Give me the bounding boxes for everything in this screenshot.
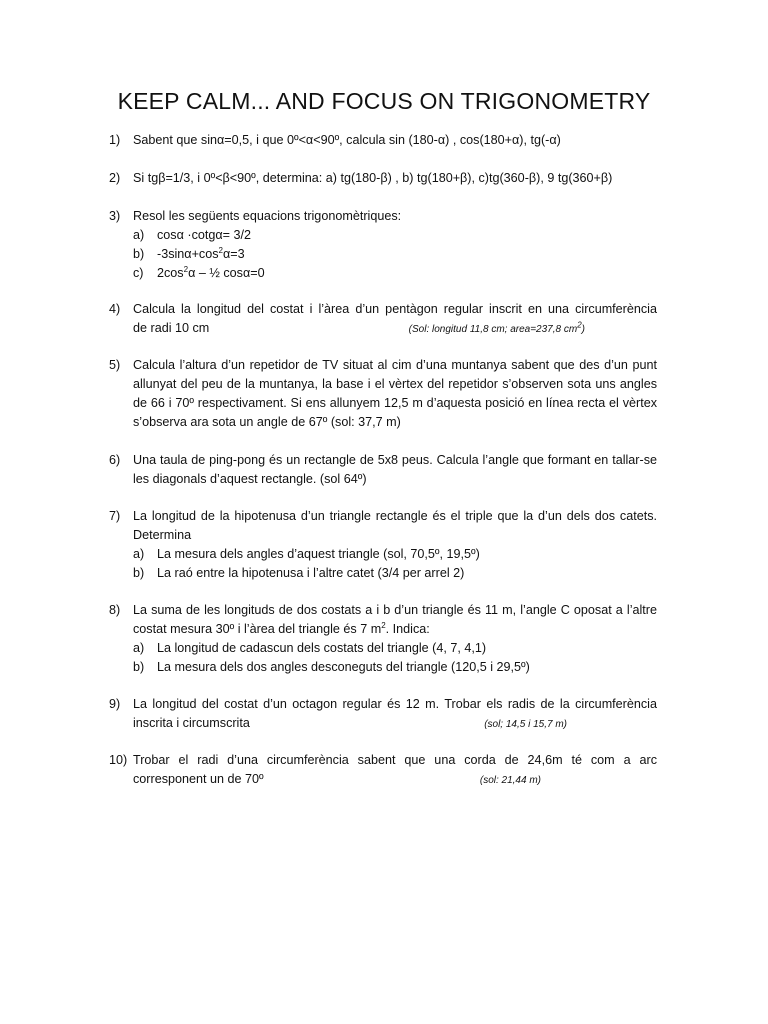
- exercise-text: La longitud de la hipotenusa d’un triangle rectangle és el triple que la d’un dels dos catets. Determina: [133, 509, 657, 542]
- solution-note: (Sol: longitud 11,8 cm; area=237,8 $cm^2$): [408, 320, 585, 335]
- sub-item: [133, 226, 657, 245]
- exercise-number: 2): [109, 171, 121, 185]
- superscript: 2: [183, 264, 189, 274]
- exercise-number: 6): [109, 453, 121, 467]
- exercise-2: [109, 169, 657, 188]
- exercise-number: 3): [109, 209, 121, 223]
- sub-item-letter: a): [133, 547, 145, 561]
- exercise-text: La longitud del costat d’un octagon regular és 12 m. Trobar els radis de la circumferència: [133, 697, 657, 711]
- sub-item-text: cosα ·cotgα= 3/2: [157, 228, 252, 242]
- sub-item-text-cont: α=3: [222, 247, 245, 261]
- page-title: KEEP CALM... AND FOCUS ON TRIGONOMETRY: [117, 88, 651, 114]
- exercise-4: [109, 300, 657, 339]
- exercise-number: 5): [109, 358, 121, 372]
- exercise-number: 7): [109, 509, 121, 523]
- exercise-7: [109, 507, 657, 583]
- exercise-8: [109, 601, 657, 677]
- sub-item-letter: b): [133, 566, 145, 580]
- exercise-6: [109, 451, 657, 489]
- exercise-text: Calcula l’altura d’un repetidor de TV situat al cim d’una muntanya sabent que des d’un punt allunyat del peu de la muntanya, la base i el vèrtex del repetidor s’observen sota uns angles de 66 i 70º respectivament. Si ens allunyem 12,5 m d’aquesta posició en línea recta el vèrtex s’observa ara sota un angle de 67º (sol: 37,7 m): [133, 358, 657, 429]
- exercise-number: 9): [109, 697, 121, 711]
- sub-item: [133, 245, 657, 264]
- exercise-text-cont: de radi 10 cm: [133, 321, 210, 335]
- exercise-text: Sabent que sinα=0,5, i que 0º<α<90º, calcula sin (180-α) , cos(180+α), tg(-α): [133, 133, 561, 147]
- exercise-number: 10): [109, 753, 128, 767]
- exercise-10: [109, 751, 657, 790]
- sub-item: [133, 639, 657, 658]
- exercise-1: [109, 131, 657, 150]
- sub-item-text: La mesura dels dos angles desconeguts del triangle (120,5 i 29,5º): [157, 660, 530, 674]
- exercise-text: Trobar el radi d’una circumferència sabent que una corda de 24,6m té com a arc: [133, 753, 657, 767]
- sub-item: [133, 564, 657, 583]
- sub-item-letter: c): [133, 266, 144, 280]
- exercise-text: Resol les següents equacions trigonomètriques:: [133, 209, 402, 223]
- superscript: 2: [381, 620, 386, 630]
- exercise-number: 1): [109, 133, 121, 147]
- sub-item-text: 2cos: [157, 266, 184, 280]
- sub-item-text: La mesura dels angles d’aquest triangle (sol, 70,5º, 19,5º): [157, 547, 480, 561]
- exercise-number: 8): [109, 603, 121, 617]
- exercise-text: Una taula de ping-pong és un rectangle de 5x8 peus. Calcula l’angle que formant en tallar-se les diagonals d’aquest rectangle. (sol 64º): [133, 453, 657, 486]
- exercise-number: 4): [109, 302, 121, 316]
- exercise-text-cont: inscrita i circumscrita: [133, 716, 250, 730]
- sub-item-text: La longitud de cadascun dels costats del triangle (4, 7, 4,1): [157, 641, 487, 655]
- sub-item-letter: a): [133, 641, 145, 655]
- solution-note: (sol: 21,44 m): [479, 775, 541, 786]
- superscript: 2: [218, 245, 223, 255]
- exercise-text-cont: corresponent un de 70º: [133, 772, 264, 786]
- sub-item: [133, 264, 657, 283]
- sub-item-text-cont: α – ½ cosα=0: [188, 266, 265, 280]
- sub-item-letter: b): [133, 660, 145, 674]
- exercise-5: [109, 356, 657, 432]
- exercise-text: La suma de les longituds de dos costats a i b d’un triangle és 11 m, l’angle C oposat a l’altre costat mesura 30º i l’àrea del triangle és 7 $m^2$. Indica:: [133, 603, 657, 636]
- exercise-text: Si tgβ=1/3, i 0º<β<90º, determina: a) tg(180-β) , b) tg(180+β), c)tg(360-β), 9 tg(360+β): [133, 171, 613, 185]
- exercise-9: [109, 695, 657, 734]
- sub-item-text: -3sinα+cos: [157, 247, 219, 261]
- sub-item-letter: b): [133, 247, 145, 261]
- sub-item-text: La raó entre la hipotenusa i l’altre catet (3/4 per arrel 2): [157, 566, 465, 580]
- sub-item-letter: a): [133, 228, 145, 242]
- exercise-text: Calcula la longitud del costat i l’àrea d’un pentàgon regular inscrit en una circumferència: [133, 302, 657, 316]
- sub-item: [133, 545, 657, 564]
- solution-note: (sol; 14,5 i 15,7 m): [484, 719, 567, 730]
- exercise-3: [109, 207, 657, 283]
- sub-item: [133, 658, 657, 677]
